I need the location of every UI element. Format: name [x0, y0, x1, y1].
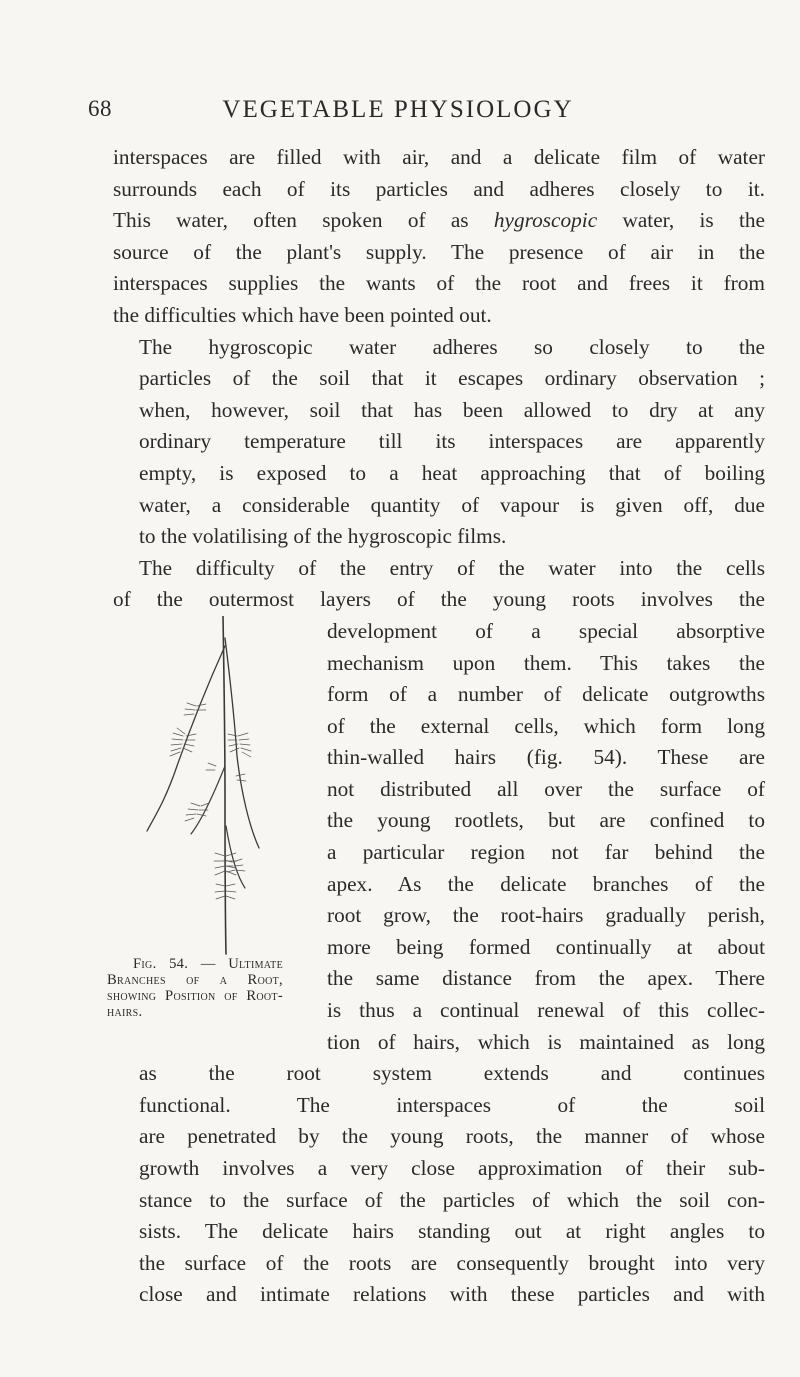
text-line: interspaces supplies the wants of the root and frees it from: [113, 271, 765, 296]
figure-block: [107, 616, 283, 1052]
text-line: close and intimate relations with these particles and with: [139, 1282, 765, 1307]
text-line-with-term: [113, 205, 765, 237]
text-line: root grow, the root-hairs gradually perish,: [327, 903, 765, 928]
text-line: of the external cells, which form long: [327, 713, 765, 738]
text-line: as the root system extends and continues: [139, 1061, 765, 1086]
text-fragment: This water, often spoken of as: [113, 208, 469, 233]
paragraph-1: [113, 142, 765, 332]
text-line: functional. The interspaces of the soil: [139, 1092, 765, 1117]
text-line: mechanism upon them. This takes the: [327, 650, 765, 675]
text-line: are penetrated by the young roots, the manner of whose: [139, 1124, 765, 1149]
text-line: the difficulties which have been pointed out.: [113, 302, 492, 327]
text-line: when, however, soil that has been allowed to dry at any: [139, 397, 765, 422]
text-line: of the outermost layers of the young roots involves the: [113, 587, 765, 612]
text-line: tion of hairs, which is maintained as long: [327, 1029, 765, 1054]
text-line: development of a special absorptive: [327, 618, 765, 643]
text-line: a particular region not far behind the: [327, 840, 765, 865]
text-line: sists. The delicate hairs standing out at right angles to: [139, 1219, 765, 1244]
body-text: [107, 142, 766, 1311]
paragraph-2: [113, 332, 765, 553]
page-number: 68: [88, 96, 112, 121]
running-title: VEGETABLE PHYSIOLOGY: [222, 96, 574, 123]
paragraph-3: [107, 553, 765, 1311]
text-line: more being formed continually at about: [327, 934, 765, 959]
text-line: particles of the soil that it escapes ordinary observation ;: [139, 366, 765, 391]
text-line: surrounds each of its particles and adheres closely to it.: [113, 176, 765, 201]
text-line: form of a number of delicate outgrowths: [327, 682, 765, 707]
text-line: the same distance from the apex. There: [327, 966, 765, 991]
text-line: water, a considerable quantity of vapour is given off, due: [139, 492, 765, 517]
text-line: The hygroscopic water adheres so closely to the: [139, 334, 765, 359]
text-line: thin-walled hairs (fig. 54). These are: [327, 745, 765, 770]
text-line: empty, is exposed to a heat approaching that of boiling: [139, 460, 765, 485]
text-line: The difficulty of the entry of the water into the cells: [139, 555, 765, 580]
text-line: the surface of the roots are consequently brought into very: [139, 1250, 765, 1275]
text-fragment: water, is the: [622, 208, 766, 233]
text-line: interspaces are filled with air, and a delicate film of water: [113, 145, 765, 169]
text-line: not distributed all over the surface of: [327, 776, 765, 801]
italic-term: hygroscopic: [493, 208, 598, 233]
text-line: ordinary temperature till its interspaces are apparently: [139, 429, 765, 454]
branching-root-with-root-hairs-illustration: [125, 616, 275, 956]
text-line: to the volatilising of the hygroscopic films.: [139, 524, 507, 549]
text-line: is thus a continual renewal of this collec-: [327, 998, 765, 1023]
text-line: stance to the surface of the particles of which the soil con-: [139, 1187, 765, 1212]
figure-caption: Fig. 54. — Ultimate Branches of a Root, showing Position of Root-hairs.: [107, 955, 283, 1020]
running-head: [88, 96, 708, 136]
text-line: growth involves a very close approximation of their sub-: [139, 1156, 765, 1180]
text-line: the young rootlets, but are confined to: [327, 808, 765, 833]
text-line: apex. As the delicate branches of the: [327, 871, 765, 896]
text-line: source of the plant's supply. The presence of air in the: [113, 239, 765, 264]
